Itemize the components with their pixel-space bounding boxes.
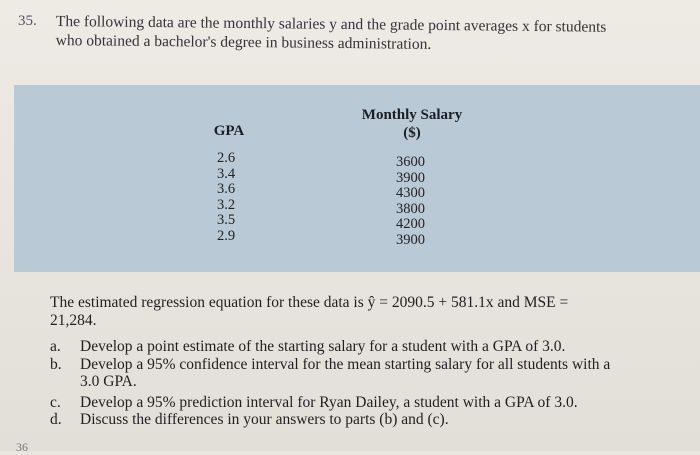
gpa-cell: 3.6	[217, 181, 236, 197]
part-letter: d.	[50, 411, 62, 428]
part-text: Develop a 95% confidence interval for the mean starting salary for all students with a	[80, 355, 611, 373]
regression-statement	[50, 294, 670, 330]
salary-cell: 3600	[396, 154, 425, 170]
salary-cell: 3900	[396, 231, 425, 248]
gpa-cell: 3.2	[217, 196, 236, 213]
salary-column-header	[352, 106, 472, 142]
intro-line: who obtained a bachelor's degree in business administration.	[55, 31, 432, 53]
question-part-b	[50, 356, 670, 391]
data-table	[14, 85, 700, 272]
question-part-a	[50, 338, 670, 356]
salary-cell: 3900	[396, 169, 425, 186]
intro-line: The following data are the monthly salaries y and the grade point averages x for students	[55, 12, 607, 36]
salary-header-line: Monthly Salary	[361, 107, 463, 123]
part-text: Discuss the differences in your answers to parts (b) and (c).	[80, 411, 449, 428]
question-part-d	[50, 411, 670, 429]
part-letter: c.	[50, 393, 61, 411]
question-part-c	[50, 394, 670, 412]
problem-number: 35.	[18, 13, 37, 29]
question-parts	[50, 338, 670, 429]
salary-column	[396, 155, 425, 248]
gpa-cell: 2.6	[217, 150, 236, 166]
salary-cell: 4200	[396, 216, 425, 232]
part-text: Develop a point estimate of the starting salary for a student with a GPA of 3.0.	[80, 338, 566, 355]
gpa-cell: 2.9	[217, 227, 236, 244]
part-letter: b.	[50, 355, 62, 373]
stem-line: 21,284.	[50, 312, 97, 329]
salary-header-unit: ($)	[403, 125, 421, 141]
gpa-cell: 3.5	[217, 212, 236, 228]
salary-cell: 4300	[396, 185, 425, 201]
gpa-cell: 3.4	[217, 165, 236, 182]
salary-cell: 3800	[396, 200, 425, 217]
part-letter: a.	[50, 338, 61, 355]
stem-line: The estimated regression equation for these data is ŷ = 2090.5 + 581.1x and MSE =	[50, 294, 569, 311]
next-problem-number: 36	[16, 440, 28, 454]
problem-intro	[56, 12, 676, 56]
part-text: Develop a 95% prediction interval for Ryan Dailey, a student with a GPA of 3.0.	[80, 393, 578, 411]
gpa-column	[217, 151, 235, 244]
part-text: 3.0 GPA.	[80, 373, 137, 390]
gpa-column-header: GPA	[213, 123, 245, 139]
